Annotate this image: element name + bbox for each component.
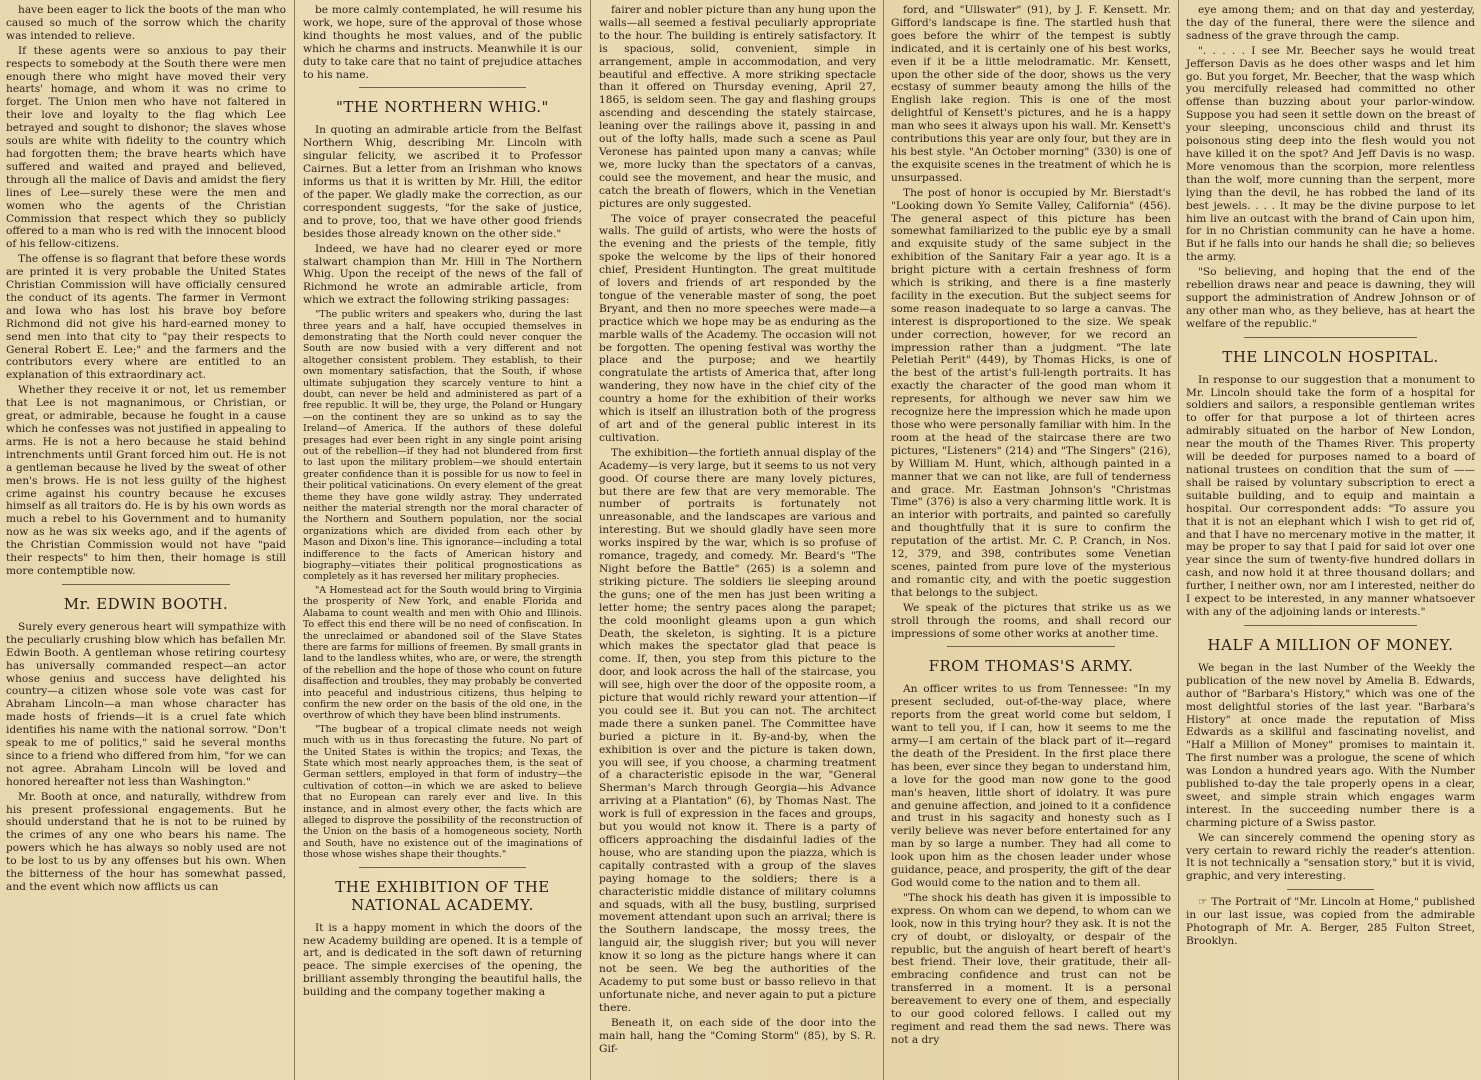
quoted-passage: "The bugbear of a tropical climate needs not weigh much with us in thus forecasting the future. No part of the United States is within the tropics; and Texas, the State which most nearly approaches them, is the seat of German settlers, employed in that form of industry—the cultivation of cotton—in which we are asked to believe that no European can rarely ever and live. In this instance, and in almost every other, the facts which are alleged to disprove the possibility of the reconstruction of the Union on the basis of a homogeneous society, North and South, have no existence out of the imaginations of those whose wishes shape their thoughts." — [303, 723, 582, 861]
paragraph: Mr. Booth at once, and naturally, withdrew from his present professional engagements. But he should understand that he is not to be ruined by the crimes of any one who bears his name. The powers which he has always so nobly used are not to be lost to us by any offenses but his own. When the bitterness of the hour has somewhat passed, and the event which now afflicts us can — [6, 790, 286, 893]
paragraph: fairer and nobler picture than any hung upon the walls—all seemed a festival peculiarly appropriate to the hour. The building is entirely satisfactory. It is spacious, solid, convenient, simple in arrangement, ample in accommodation, and very beautiful and effective. A more striking spectacle than it offered on Thursday evening, April 27, 1865, is seldom seen. The gay and flashing groups ascending and descending the stately staircase, leaning over the railings above it, passing in and out of the lofty halls, made such a scene as Paul Veronese has painted upon many a canvas; while we, more lucky than the spectators of a canvas, could see the movement, and hear the music, and catch the breath of flowers, which in the Venetian pictures are only suggested. — [599, 4, 876, 210]
column-4 — [885, 0, 1177, 1080]
quoted-passage: "The public writers and speakers who, during the last three years and a half, have occupied themselves in demonstrating that the North could never conquer the South are now busied with a very different and not altogether consistent problem. They establish, to their own momentary satisfaction, that the South, if whose ultimate subjugation they scarcely venture to hint a doubt, can never be held and administered as part of a free republic. It will be, they urge, the Poland or Hungary—on the continent they are so unkind as to say the Ireland—of America. If the authors of these doleful presages had ever been right in any single point arising out of the rebellion—if they had not blundered from first to last upon the military problem—we should entertain greater confidence than it is possible for us now to feel in their political vaticinations. On every element of the great theme they have gone wildly astray. They underrated neither the material strength nor the moral character of the Northern and Southern population, nor the social organizations which are divided from each other by Mason and Dixon's line. This ignorance—including a total indifference to the facts of American history and biography—vitiates their political prognostications as completely as it has reversed her military prophecies. — [303, 309, 582, 583]
column-3 — [593, 0, 882, 1080]
divider — [1244, 337, 1417, 338]
paragraph: be more calmly contemplated, he will resume his work, we hope, sure of the approval of those whose kind thoughts he most values, and of the public which he charms and instructs. Meanwhile it is our duty to take care that no taint of prejudice attaches to his name. — [303, 4, 582, 81]
divider — [1287, 889, 1374, 890]
paragraph: We speak of the pictures that strike us as we stroll through the rooms, and shall record our impressions of some other works at another time. — [891, 601, 1171, 640]
column-rule — [590, 0, 591, 1080]
divider — [359, 87, 526, 88]
paragraph: The exhibition—the fortieth annual display of the Academy—is very large, but it seems to us not very good. Of course there are many lovely pictures, but there are few that are very memorable. The number of portraits is fortunately not unreasonable, and the landscapes are various and interesting. But we should gladly have seen more works inspired by the war, which is so profuse of romance, tragedy, and comedy. Mr. Beard's "The Night before the Battle" (265) is a solemn and striking picture. The soldiers lie sleeping around the guns; one of the men has just been writing a letter home; the sentry paces along the parapet; the cold moonlight gleams upon a gun which Death, the skeleton, is sighting. It is a picture which makes the spectator glad that peace is come. If, then, you step from this picture to the door, and look across the hall of the staircase, you will see, high over the door of the opposite room, a picture that would richly reward your attention—if you could see it. But you can not. The architect made there a sunken panel. The Committee have buried a picture in it. By-and-by, when the exhibition is over and the picture is taken down, you will see, if you choose, a charming treatment of a characteristic episode in the war, "General Sherman's March through Georgia—his Advance arriving at a Plantation" (6), by Thomas Nast. The work is full of expression in the faces and groups, but you would not know it. There is a party of officers approaching the disdainful ladies of the house, who are standing upon the piazza, which is capitally contrasted with a group of the slaves paying homage to the soldiers; there is a characteristic middle distance of military columns and squads, with all the busy, bustling, surprised movement attendant upon such an arrival; there is the Southern landscape, the mossy trees, the languid air, the sluggish river; but you will never know it so long as the picture hangs where it can not be seen. We beg the authorities of the Academy to put some bust or basso relievo in that unfortunate niche, and never again to put a picture there. — [599, 446, 876, 1014]
paragraph: Surely every generous heart will sympathize with the peculiarly crushing blow which has befallen Mr. Edwin Booth. A gentleman whose retiring courtesy has universally commanded respect—an actor whose genius and success have delighted his country—a citizen whose sole vote was cast for Abraham Lincoln—a man whose character has made hosts of friends—it is a cruel fate which identifies his name with the national sorrow. "Don't speak to me of politics," said he several months since to a friend who differed from him, "for we can not agree. Abraham Lincoln will be loved and honored hereafter not less than Washington." — [6, 620, 286, 788]
divider — [62, 584, 230, 585]
heading-northern-whig: "THE NORTHERN WHIG." — [336, 98, 549, 117]
paragraph: ". . . . . I see Mr. Beecher says he would treat Jefferson Davis as he does other wasps and let him go. But you forget, Mr. Beecher, that the wasp which you mercifully released had committed no other offense than buzzing about your parlor-window. Suppose you had seen it settle down on the breast of your sleeping, unconscious child and thrust its poisonous sting deep into the flesh would you not have killed it on the spot? And Jeff Davis is no wasp. More venomous than the scorpion, more relentless than the wolf, more cunning than the serpent, more lying than the devil, he has robbed the land of its best jewels. . . . It may be the divine purpose to let him live an outcast with the brand of Cain upon him, for in no Christian community can he have a home. But if he falls into our hands he shall die; so believes the army. — [1186, 44, 1475, 264]
column-rule — [883, 0, 884, 1080]
paragraph: ford, and "Ullswater" (91), by J. F. Kensett. Mr. Gifford's landscape is fine. The startled hush that goes before the whirr of the tempest is subtly indicated, and it is certainly one of his best works, even if it be a little melodramatic. Mr. Kensett, upon the other side of the door, shows us the very ecstasy of summer beauty among the hills of the English lake region. This is one of the most delightful of Kensett's pictures, and he is a happy man who sees it always upon his wall. Mr. Kensett's contributions this year are only four, but they are in his best style. "An October morning" (330) is one of the exquisite scenes in the treatment of which he is unsurpassed. — [891, 4, 1171, 184]
paragraph: The offense is so flagrant that before these words are printed it is very probable the United States Christian Commission will have officially censured the conduct of its agents. The farmer in Vermont and Iowa who has lost his brave boy before Richmond did not give his hard-earned money to send men into that city to "pay their respects to General Robert E. Lee;" and the farmers and the contributors every where are entitled to an explanation of this extraordinary act. — [6, 253, 286, 382]
column-rule — [294, 0, 295, 1080]
divider — [359, 867, 526, 868]
column-2 — [297, 0, 588, 1080]
column-1 — [0, 0, 292, 1080]
heading-lincoln-hospital: THE LINCOLN HOSPITAL. — [1222, 347, 1439, 366]
divider — [1244, 625, 1417, 626]
paragraph: In quoting an admirable article from the Belfast Northern Whig, describing Mr. Lincoln with singular felicity, we ascribed it to Professor Cairnes. But a letter from an Irishman who knows informs us that it is written by Mr. Hill, the editor of the paper. We gladly make the correction, as our correspondent suggests, "for the sake of justice, and to prove, too, that we have other good friends besides those already known on the other side." — [303, 124, 582, 240]
paragraph: We began in the last Number of the Weekly the publication of the new novel by Amelia B. Edwards, author of "Barbara's History," which was one of the most delightful stories of the last year. "Barbara's History" at once made the reputation of Miss Edwards as a skillful and fascinating novelist, and "Half a Million of Money" promises to maintain it. The first number was a prologue, the scene of which was London a hundred years ago. With the Number published to-day the tale properly opens in a clear, sweet, and simple strain which engages warm interest. In the succeeding number there is a charming picture of a Swiss pastor. — [1186, 661, 1475, 829]
divider — [947, 646, 1115, 647]
paragraph: eye among them; and on that day and yesterday, the day of the funeral, there were the silence and sadness of the grave through the camp. — [1186, 4, 1475, 42]
heading-edwin-booth: Mr. EDWIN BOOTH. — [63, 594, 229, 613]
paragraph: The post of honor is occupied by Mr. Bierstadt's "Looking down Yo Semite Valley, California" (456). The general aspect of this picture has been somewhat familiarized to the public eye by a small and exquisite study of the same subject in the exhibition of the Sanitary Fair a year ago. It is a bright picture with a certain freshness of form which is striking, and there is a fine masterly facility in the execution. But the subject seems for some reason inadequate to so large a canvas. The interest is disproportioned to the size. We speak under correction, however, for we record an impression rather than a judgment. "The late Peletiah Perit" (449), by Thomas Hicks, is one of the best of the artist's full-length portraits. It has exactly the character of the good man whom it represents, for although we never saw him we recognize here the impression which he made upon those who were personally familiar with him. In the room at the head of the staircase there are two pictures, "Listeners" (214) and "The Singers" (216), by William M. Hunt, which, although painted in a manner that we can not like, are full of tenderness and grace. Mr. Eastman Johnson's "Christmas Time" (376) is also a very charming little work. It is an interior with portraits, and painted so carefully and thoughtfully that it is sure to confirm the reputation of the artist. Mr. C. P. Cranch, in Nos. 12, 379, and 398, contributes some Venetian scenes, painted from pure love of the mysterious and romantic city, and with the poetic suggestion that belongs to the subject. — [891, 186, 1171, 599]
paragraph: It is a happy moment in which the doors of the new Academy building are opened. It is a temple of art, and is dedicated in the soft dawn of returning peace. The simple exercises of the opening, the brilliant assembly thronging the beautiful halls, the building and the company together making a — [303, 921, 582, 999]
paragraph: "The shock his death has given it is impossible to express. On whom can we depend, to whom can we look, now in this trying hour? they ask. It is not the cry of doubt, or disloyalty, or despair of the republic, but the anguish of heart bereft of heart's best friend. Their love, their gratitude, their all-embracing confidence and trust can not be transferred in a moment. It is a personal bereavement to every one of them, and especially to our good colored fellows. I called out my regiment and read them the sad news. There was not a dry — [891, 891, 1171, 1046]
paragraph: If these agents were so anxious to pay their respects to somebody at the South there were men enough there who might have moved their very hearts' homage, and whom it was no crime to forget. The Union men who have not faltered in their love and loyalty to the flag which Lee betrayed and sought to dishonor; the slaves whose souls are white with fidelity to the country which had forgotten them; the brave hearts which have suffered and waited and prayed and believed, through all the malice of Davis and amidst the fiery lines of Lee—surely these were the men and women who the agents of the Christian Commission that respect which they so publicly offered to a man who is red with the innocent blood of his fellow-citizens. — [6, 44, 286, 251]
column-rule — [1178, 0, 1179, 1080]
paragraph: Whether they receive it or not, let us remember that Lee is not magnanimous, or Christian, or great, or admirable, because he fought in a cause which he confesses was not justified in appealing to arms. He is not a hero because he staid behind intrenchments until Grant forced him out. He is not a gentleman because he lived by the sweat of other men's brows. He is not less guilty of the highest crime against his country because he excuses himself as all traitors do. He is by his own words as much a rebel to his Government and to humanity now as he was six weeks ago, and if the agents of the Christian Commission would not have "paid their respects" to him then, their homage is still more contemptible now. — [6, 384, 286, 577]
paragraph: In response to our suggestion that a monument to Mr. Lincoln should take the form of a hospital for soldiers and sailors, a responsible gentleman writes to offer for that purpose a lot of thirteen acres admirably situated on the harbor of New London, near the mouth of the Thames River. This property will be deeded for purposes named to a board of national trustees on condition that the sum of —— shall be raised by voluntary subscription to erect a suitable building, and to equip and maintain a hospital. Our correspondent adds: "To assure you that it is not an elephant which I wish to get rid of, and that I have no mercenary motive in the matter, it may be proper to say that I paid for said lot over one year since the sum of twenty-five hundred dollars in cash, and now hold it at three thousand dollars; and further, I neither own, nor am I interested, neither do I expect to be interested, in any manner whatsoever with any of the adjoining lands or interests." — [1186, 373, 1475, 618]
paragraph: An officer writes to us from Tennessee: "In my present secluded, out-of-the-way place, where reports from the great world come but seldom, I want to tell you, if I can, how it seems to me the army—I am certain of the black part of it—regard the death of the President. In the first place there has been, ever since they began to understand him, a love for the good man now gone to the good man's heaven, little short of idolatry. It was pure and genuine affection, and joined to it a confidence and trust in his sagacity and honesty such as I verily believe was never before entertained for any man by so large a number. They had all come to look upon him as the chosen leader under whose guidance, peace, and prosperity, the gift of the dear God would come to the nation and to them all. — [891, 683, 1171, 889]
quoted-passage: "A Homestead act for the South would bring to Virginia the prosperity of New York, and enable Florida and Alabama to count wealth and men with Ohio and Illinois. To effect this end there will be no need of confiscation. In the unreclaimed or abandoned soil of the Slave States there are farms for millions of freemen. By small grants in land to the landless whites, who are, or were, the strength of the rebellion and the hope of those who count on future disaffection and troubles, they may probably be converted into peaceful and industrious citizens, thus helping to confirm the new order on the basis of the old one, in the overthrow of which they have been blind instruments. — [303, 584, 582, 722]
paragraph: Beneath it, on each side of the door into the main hall, hang the "Coming Storm" (85), by S. R. Gif- — [599, 1016, 876, 1055]
paragraph: The voice of prayer consecrated the peaceful walls. The guild of artists, who were the hosts of the evening and the priests of the temple, fitly spoke the welcome by the lips of their honored chief, President Huntington. The great multitude of lovers and friends of art responded by the tongue of the venerable master of song, the poet Bryant, and then no more speeches were made—a practice which we hope may be as enduring as the marble walls of the Academy. The occasion will not be forgotten. The opening festival was worthy the place and the purpose; and we heartily congratulate the artists of America that, after long wandering, they now have in the chief city of the country a home for the exhibition of their works which is itself an illustration both of the progress of art and of the general public interest in its cultivation. — [599, 212, 876, 444]
heading-half-million: HALF A MILLION OF MONEY. — [1207, 635, 1454, 654]
paragraph: have been eager to lick the boots of the man who caused so much of the sorrow which the charity was intended to relieve. — [6, 4, 286, 42]
heading-national-academy: THE EXHIBITION OF THE NATIONAL ACADEMY. — [335, 877, 550, 914]
paragraph: "So believing, and hoping that the end of the rebellion draws near and peace is dawning, they will support the administration of Andrew Johnson or of any other man who, as they believe, has at heart the welfare of the republic." — [1186, 266, 1475, 330]
paragraph: We can sincerely commend the opening story as very certain to reward richly the reader's attention. It is not technically a "sensation story," but it is vivid, graphic, and very interesting. — [1186, 831, 1475, 883]
column-5 — [1180, 0, 1481, 1080]
heading-thomas-army: FROM THOMAS'S ARMY. — [928, 657, 1134, 676]
paragraph: Indeed, we have had no clearer eyed or more stalwart champion than Mr. Hill in The Northern Whig. Upon the receipt of the news of the fall of Richmond he wrote an admirable article, from which we extract the following striking passages: — [303, 242, 582, 307]
paragraph: ☞ The Portrait of "Mr. Lincoln at Home," published in our last issue, was copied from the admirable Photograph of Mr. A. Berger, 285 Fulton Street, Brooklyn. — [1186, 896, 1475, 947]
